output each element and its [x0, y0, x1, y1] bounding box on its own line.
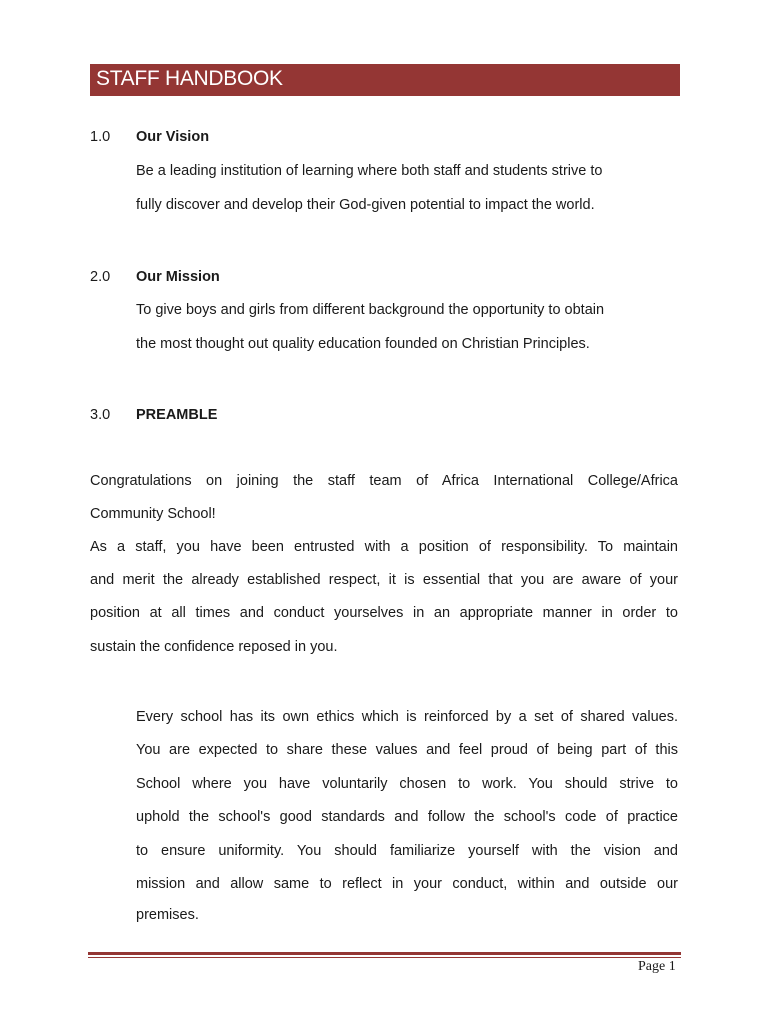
preamble-line: Congratulations on joining the staff team of Africa International College/Africa — [90, 473, 678, 489]
footer-rule — [88, 952, 681, 955]
mission-line: the most thought out quality education founded on Christian Principles. — [136, 336, 590, 352]
preamble-line: You are expected to share these values and feel proud of being part of this — [136, 742, 678, 758]
section-heading-vision: Our Vision — [136, 129, 210, 145]
page-number: Page 1 — [638, 959, 676, 974]
section-number-vision: 1.0 — [90, 129, 111, 145]
preamble-line: Every school has its own ethics which is reinforced by a set of shared values. — [136, 709, 678, 725]
section-number-mission: 2.0 — [90, 269, 111, 285]
preamble-line: School where you have voluntarily chosen to work. You should strive to — [136, 776, 678, 792]
preamble-line: and merit the already established respect, it is essential that you are aware of your — [90, 572, 678, 588]
preamble-line: mission and allow same to reflect in your conduct, within and outside our — [136, 876, 678, 892]
footer-rule — [88, 957, 681, 958]
title-banner — [90, 64, 680, 96]
section-number-preamble: 3.0 — [90, 407, 111, 423]
vision-line: Be a leading institution of learning where both staff and students strive to — [136, 163, 603, 179]
preamble-line: Community School! — [90, 506, 216, 522]
preamble-line: uphold the school's good standards and follow the school's code of practice — [136, 809, 678, 825]
section-heading-mission: Our Mission — [136, 269, 220, 285]
vision-line: fully discover and develop their God-given potential to impact the world. — [136, 197, 595, 213]
mission-line: To give boys and girls from different background the opportunity to obtain — [136, 302, 605, 318]
preamble-line: sustain the confidence reposed in you. — [90, 639, 338, 655]
preamble-line: to ensure uniformity. You should familiarize yourself with the vision and — [136, 843, 678, 859]
page-title: STAFF HANDBOOK — [96, 67, 283, 90]
preamble-line: As a staff, you have been entrusted with a position of responsibility. To maintain — [90, 539, 678, 555]
preamble-line: premises. — [136, 907, 199, 923]
preamble-line: position at all times and conduct yourselves in an appropriate manner in order to — [90, 605, 678, 621]
section-heading-preamble: PREAMBLE — [136, 407, 218, 423]
